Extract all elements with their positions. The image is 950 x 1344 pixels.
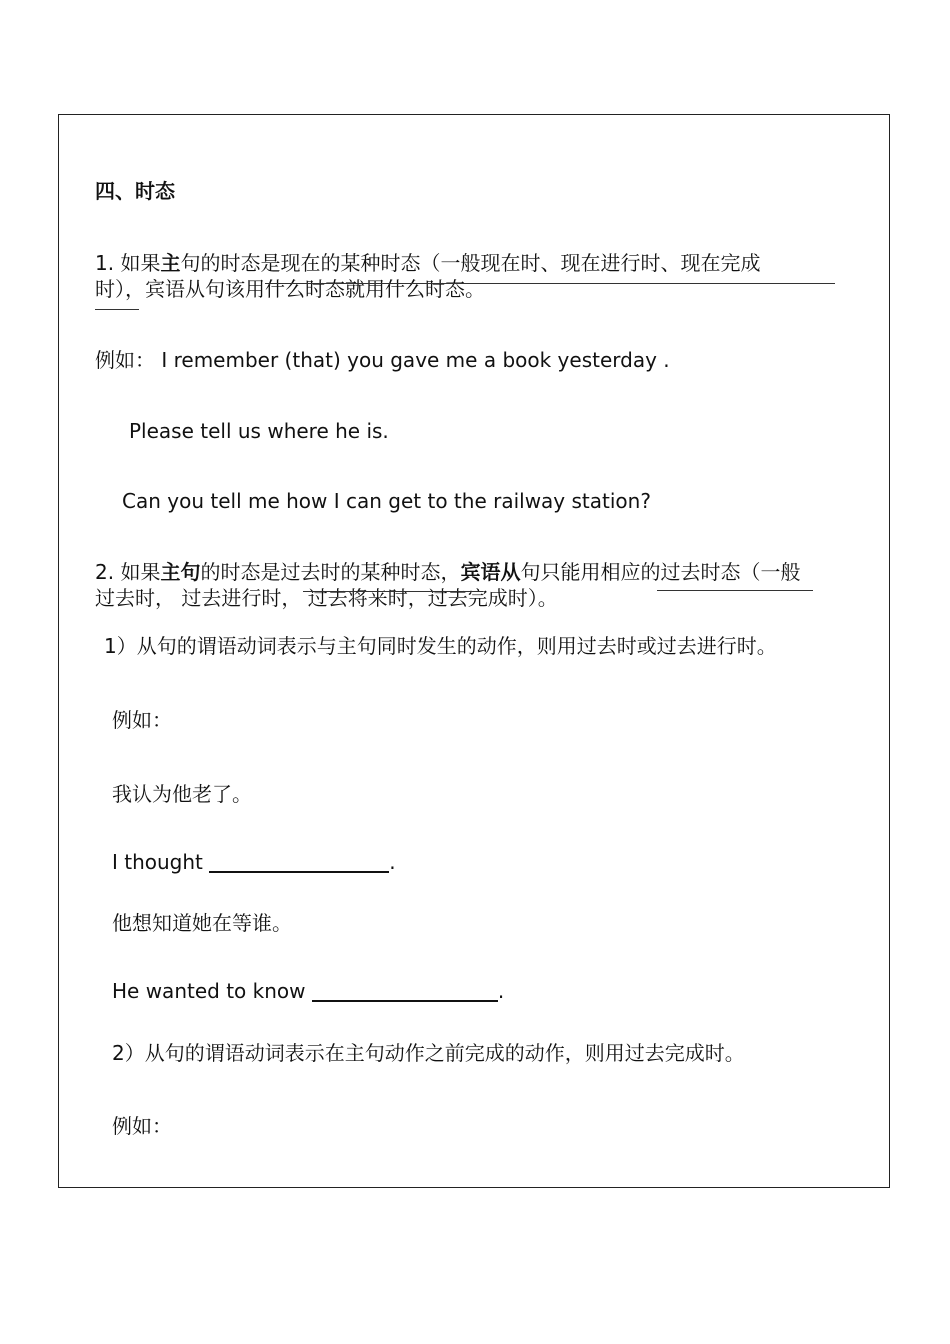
rule1-strike-line	[265, 283, 835, 284]
rule2-bold1: 主句	[160, 560, 201, 584]
sub1-english-1-suffix: .	[389, 850, 396, 874]
rule2-strike-line	[303, 591, 483, 592]
rule2-line2: 过去时， 过去进行时， 过去将来时，过去完成时）。	[95, 586, 558, 610]
sub1-example-label: 例如：	[112, 708, 172, 732]
rule2-mid2: 句只能用相应的过去时态（一般	[520, 560, 801, 584]
rule2-prefix: 2. 如果	[95, 560, 161, 584]
sub1-english-2-suffix: .	[497, 979, 505, 1003]
example3-sentence: Can you tell me how I can get to the railway station?	[122, 489, 651, 513]
answer-blank-2[interactable]	[312, 982, 498, 1002]
answer-blank-1[interactable]	[209, 853, 389, 873]
rule2-underline	[657, 590, 813, 591]
sub1-text: 1）从句的谓语动词表示与主句同时发生的动作，则用过去时或过去进行时。	[104, 634, 777, 658]
sub1-chinese-1: 我认为他老了。	[112, 782, 252, 806]
sub1-english-1-prefix: I thought	[112, 850, 203, 874]
example-label: 例如：	[95, 348, 155, 372]
sub1-chinese-2: 他想知道她在等谁。	[112, 911, 292, 935]
example1-row	[95, 347, 670, 373]
example2-sentence: Please tell us where he is.	[129, 419, 389, 443]
rule1-line2: 时），宾语从句该用什么时态就用什么时态。	[95, 277, 485, 301]
rule1-underline	[95, 309, 139, 310]
sub1-english-2	[112, 978, 504, 1004]
rule1-line1	[95, 250, 760, 276]
sub1-english-1	[112, 849, 396, 875]
section-title: 四、时态	[95, 179, 175, 203]
rule1-prefix: 1. 如果	[95, 251, 161, 275]
rule1-bold: 主	[160, 251, 181, 275]
sub2-example-label: 例如：	[112, 1114, 172, 1138]
sub2-text: 2）从句的谓语动词表示在主句动作之前完成的动作，则用过去完成时。	[112, 1041, 745, 1065]
rule2-bold2: 宾语从	[460, 560, 521, 584]
example1-sentence: I remember (that) you gave me a book yesterday .	[161, 348, 670, 372]
rule1-line1-rest: 句的时态是现在的某种时态（一般现在时、现在进行时、现在完成	[180, 251, 761, 275]
rule2-mid1: 的时态是过去时的某种时态，	[200, 560, 461, 584]
rule2-line1	[95, 559, 800, 585]
sub1-english-2-prefix: He wanted to know	[112, 979, 306, 1003]
